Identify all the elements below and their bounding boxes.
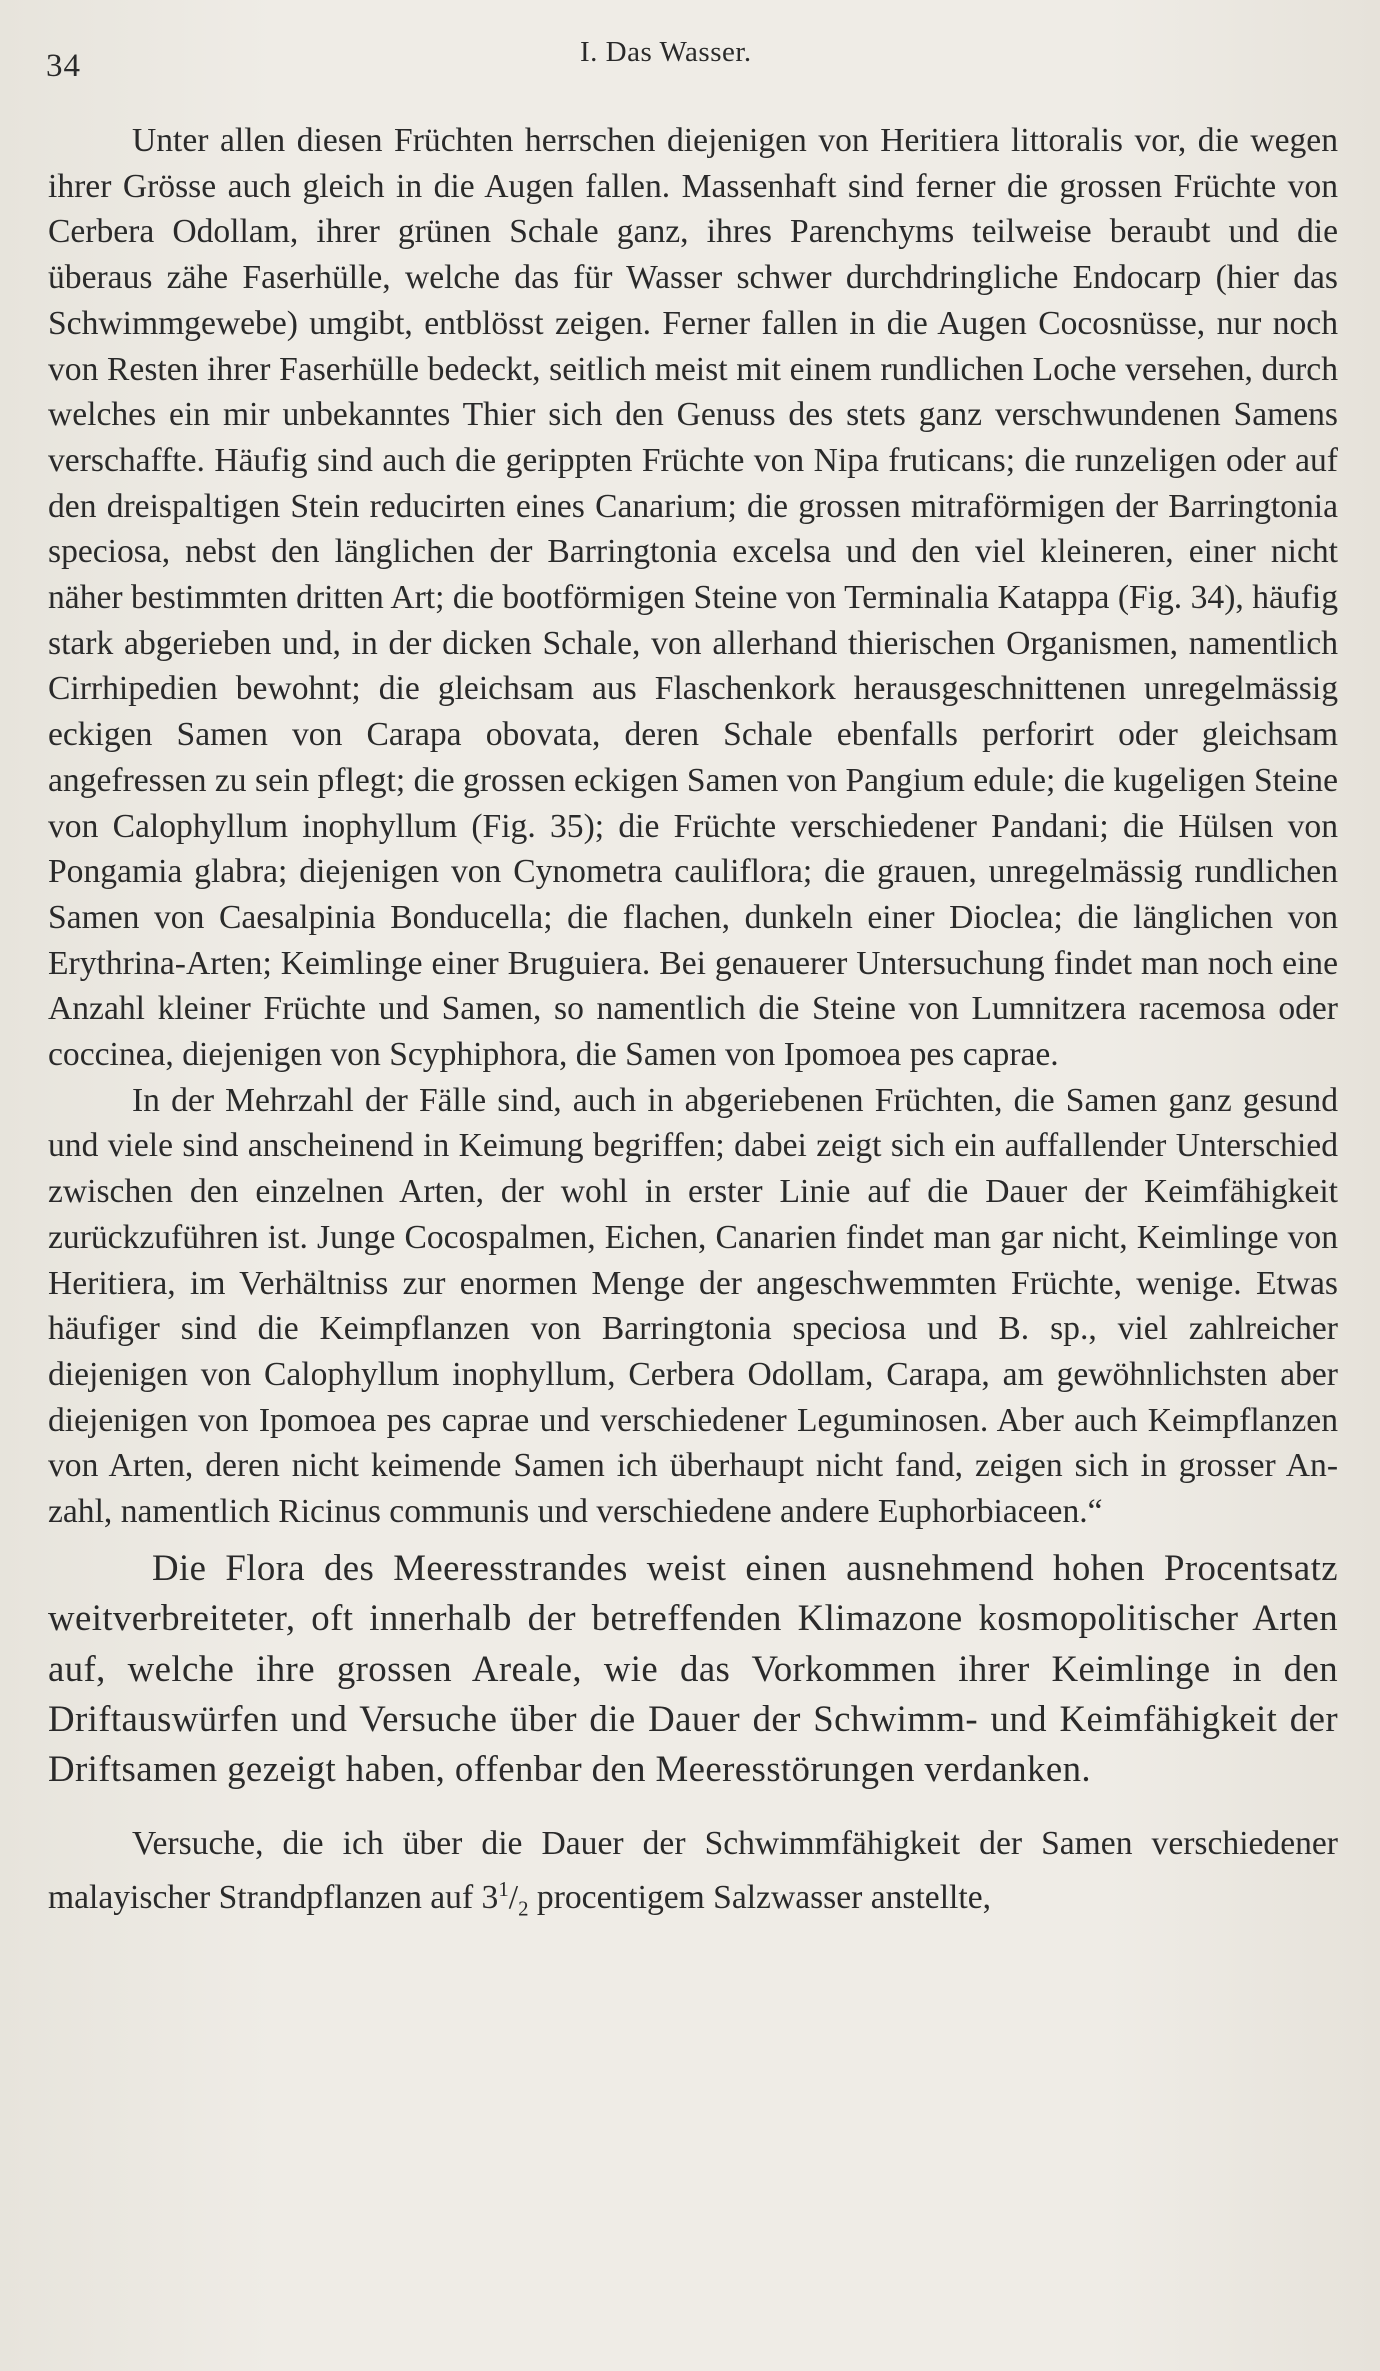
fraction-denominator: 2 xyxy=(518,1896,529,1921)
paragraph-strand-flora xyxy=(48,1543,1338,1795)
body-text xyxy=(48,118,1338,1932)
paragraph-text: Die Flora des Meeresstrandes weist einen ausnehmend hohen Procentsatz weitverbreiteter, oft innerhalb der betreffenden Klimazone kosmopolitischer Arten auf, welche ihre grossen Areale, wie das Vorkommen ihrer Keimlinge in den Driftauswürfen und Versuche über die Dauer der Schwimm- und Keimfähigkeit der Driftsamen gezeigt haben, offenbar den Meeresstörungen verdanken. xyxy=(48,1546,1338,1790)
paragraph-quote-germination xyxy=(48,1078,1338,1535)
running-head: I. Das Wasser. xyxy=(580,36,752,68)
fraction-three-and-half: $3^1/_2$ xyxy=(481,1876,529,1921)
paragraph-text-end: procentigem Salzwasser anstellte, xyxy=(528,1878,992,1916)
paragraph-text: Unter allen diesen Früchten herrschen diejenigen von Heritiera littoralis vor, die wegen ihrer Grösse auch gleich in die Augen fallen. Massenhaft sind ferner die grossen Früchte von Cerbera Odollam, ihrer grünen Schale ganz, ihres Parenchyms teilweise beraubt und die überaus zähe Faserhülle, welche das für Wasser schwer durchdringliche Endocarp (hier das Schwimmgewebe) umgibt, entblösst zeigen. Ferner fallen in die Augen Cocosnüsse, nur noch von Resten ihrer Faserhülle bedeckt, seitlich meist mit einem rundlichen Loche versehen, durch welches ein mir unbekanntes Thier sich den Genuss des stets ganz verschwundenen Samens verschaffte. Häufig sind auch die gerippten Früchte von Nipa fruticans; die runzeligen oder auf den dreispaltigen Stein reducirten eines Canarium; die grossen mitraförmigen der Barringtonia speciosa, nebst den länglichen der Barringtonia excelsa und den viel kleineren, einer nicht näher bestimmten dritten Art; die bootförmigen Steine von Terminalia Katappa (Fig. 34), häufig stark abgerieben und, in der dicken Schale, von allerhand thierischen Organismen, namentlich Cirrhipedien bewohnt; die gleichsam aus Flaschenkork herausgeschnittenen unregelmässig eckigen Samen von Carapa obovata, deren Schale ebenfalls perforirt oder gleichsam angefressen zu sein pflegt; die grossen eckigen Samen von Pangium edule; die kugeligen Steine von Calophyllum inophyllum (Fig. 35); die Früchte verschiedener Pandani; die Hülsen von Pongamia glabra; diejenigen von Cynometra cauliflora; die grauen, unregelmässig rundlichen Samen von Caesalpinia Bonducella; die flachen, dunkeln einer Dioclea; die länglichen von Erythrina-Arten; Keimlinge einer Bruguiera. Bei genauerer Untersuchung findet man noch eine Anzahl kleiner Früchte und Samen, so namentlich die Steine von Lumnitzera racemosa oder coccinea, diejenigen von Scyphiphora, die Samen von Ipomoea pes caprae. xyxy=(48,122,1338,1074)
fraction-numerator: 1 xyxy=(498,1876,509,1901)
fraction-whole: 3 xyxy=(481,1878,499,1916)
paragraph-experiments xyxy=(48,1821,1338,1932)
paragraph-quote-fruits xyxy=(48,118,1338,1078)
paragraph-text: In der Mehrzahl der Fälle sind, auch in abgeriebenen Früchten, die Samen ganz gesund und viele sind anscheinend in Keimung begriffen; dabei zeigt sich ein auffallender Unterschied zwischen den einzelnen Arten, der wohl in erster Linie auf die Dauer der Keimfähigkeit zurückzuführen ist. Junge Cocospalmen, Eichen, Canarien findet man gar nicht, Keimlinge von Heritiera, im Verhältniss zur enormen Menge der angeschwemmten Früchte, wenige. Etwas häufiger sind die Keimpflanzen von Barringtonia speciosa und B. sp., viel zahlreicher diejenigen von Calophyllum inophyllum, Cerbera Odollam, Carapa, am gewöhnlichsten aber diejenigen von Ipomoea pes caprae und verschiedener Leguminosen. Aber auch Keimpflanzen von Arten, deren nicht keimende Samen ich überhaupt nicht fand, zeigen sich in grosser Anzahl, namentlich Ricinus communis und verschiedene andere Euphorbiaceen.“ xyxy=(48,1081,1338,1531)
paragraph-text: Versuche, die ich über die Dauer der Schwimmfähigkeit der Samen verschiedener malayischer Strandpflanzen auf xyxy=(48,1824,1338,1916)
page-number: 34 xyxy=(46,48,81,84)
page-header xyxy=(0,34,1380,94)
